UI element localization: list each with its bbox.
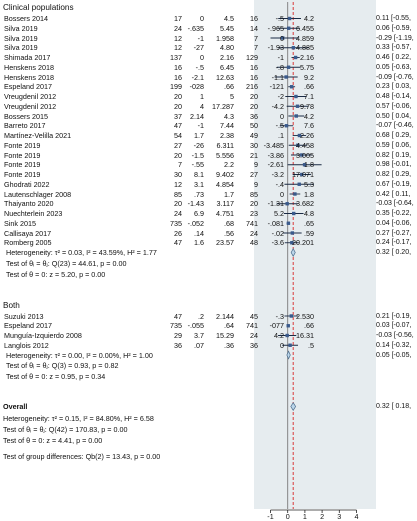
group-0-study-20-sd1: 4.751 xyxy=(216,209,234,218)
group-0-study-5-name: Henskens 2018 xyxy=(4,62,54,72)
group-0-study-13-m2: -3.485 xyxy=(263,140,284,150)
group-0-study-16-n2: 27 xyxy=(250,170,258,179)
group-0-study-2-n2: 7 xyxy=(254,33,258,43)
group-0-study-13-sd2: 4.458 xyxy=(296,140,314,150)
group-0-study-22-ci-label: 0.27 [-0.27, xyxy=(376,229,412,237)
group-0-study-14-ci-label: 0.82 [ 0.19, xyxy=(376,151,412,159)
group-0-study-21-name: Sink 2015 xyxy=(4,218,36,228)
group-differences-test: Test of group differences: Qb(2) = 13.43, p = 0.00 xyxy=(3,452,161,461)
group-1-study-1-ci-label: 0.03 [-0.07, xyxy=(376,322,412,330)
group-0-pooled-diamond xyxy=(291,249,295,257)
group-0-test-zero: Test of θ = 0: z = 5.20, p = 0.00 xyxy=(6,269,106,279)
group-0-study-8-sd1: 5 xyxy=(230,92,234,101)
group-0-study-11-n1: 47 xyxy=(174,121,182,131)
group-0-study-18-sd2: 1.8 xyxy=(304,189,314,199)
group-0-study-20-effect-marker xyxy=(292,212,295,215)
group-0-study-15-n1: 7 xyxy=(178,160,182,170)
group-0-study-23-name: Romberg 2005 xyxy=(4,238,52,248)
group-0-study-8-m2: -2 xyxy=(277,92,284,101)
group-0-study-5-ci-label: 0.05 [-0.63, xyxy=(376,63,412,71)
group-0-study-5-n2: 16 xyxy=(250,62,258,72)
group-0-study-4-n2: 129 xyxy=(246,53,258,62)
group-0-study-9-name: Vreugdenil 2012 xyxy=(4,101,57,111)
group-0-study-17-effect-marker xyxy=(298,183,301,186)
group-0-study-20-ci-label: 0.35 [-0.22, xyxy=(376,210,412,217)
group-0-study-3-m2: -1.93 xyxy=(267,43,284,53)
group-0-pooled-ci-label: 0.32 [ 0.20, xyxy=(376,249,412,256)
group-0-study-1-sd1: 5.45 xyxy=(220,23,234,33)
group-0-study-12-m2: .1 xyxy=(278,131,284,140)
group-0-study-4-m1: 0 xyxy=(200,53,204,62)
group-0-study-9-n1: 20 xyxy=(174,101,182,111)
group-0-study-11-m1: -1 xyxy=(197,121,204,131)
group-0-study-5-sd2: 5.75 xyxy=(300,62,314,72)
group-0-test-equal: Test of θᵢ = θⱼ: Q(23) = 44.61, p = 0.00 xyxy=(6,258,127,268)
group-0-study-6-effect-marker xyxy=(284,75,287,78)
group-0-study-21-sd2: .65 xyxy=(304,218,314,228)
group-0-study-21-effect-marker xyxy=(287,222,290,225)
group-0-study-22-effect-marker xyxy=(291,231,294,234)
group-0-study-16-sd1: 9.402 xyxy=(216,170,234,179)
group-0-study-11-name: Barreto 2017 xyxy=(4,121,46,131)
group-1-test-zero: Test of θ = 0: z = 0.95, p = 0.34 xyxy=(6,372,106,381)
group-0-study-4-m2: -1 xyxy=(277,53,284,62)
group-0-study-7-ci-label: 0.23 [ 0.03, xyxy=(376,83,412,91)
group-0-study-22-n2: 24 xyxy=(250,228,258,238)
group-0-study-6-m2: -1.1 xyxy=(271,72,284,82)
group-0-study-18-m2: 0 xyxy=(280,189,284,199)
group-0-study-16-m2: -3.2 xyxy=(271,170,284,179)
group-0-study-12-n2: 49 xyxy=(250,131,258,140)
group-0-study-4-name: Shimada 2017 xyxy=(4,53,51,62)
overall-test-equal: Test of θᵢ = θⱼ: Q(42) = 170.83, p = 0.00 xyxy=(3,425,128,434)
group-0-study-3-ci-label: 0.33 [-0.57, xyxy=(376,44,412,52)
group-0-study-20-sd2: 4.8 xyxy=(304,209,314,218)
group-0-study-10-m1: 2.14 xyxy=(190,111,204,121)
group-1-study-0-n2: 45 xyxy=(250,311,258,321)
group-1-study-0-sd1: 2.144 xyxy=(216,311,234,321)
group-0-study-11-sd2: 7.6 xyxy=(304,121,314,131)
group-0-study-18-n2: 85 xyxy=(250,189,258,199)
group-0-study-13-ci-label: 0.59 [ 0.06, xyxy=(376,141,412,149)
group-0-study-5-effect-marker xyxy=(287,66,290,69)
group-0-study-1-m2: -.965 xyxy=(267,23,284,33)
group-0-study-8-name: Vreugdenil 2012 xyxy=(4,92,57,101)
group-0-study-0-sd1: 4.5 xyxy=(224,14,234,23)
group-0-study-10-m2: 0 xyxy=(280,111,284,121)
group-0-study-14-n1: 20 xyxy=(174,150,182,160)
group-1-test-equal: Test of θᵢ = θⱼ: Q(3) = 0.93, p = 0.82 xyxy=(6,361,119,371)
group-1-study-2-sd1: 15.29 xyxy=(216,331,234,340)
group-0-study-8-n2: 20 xyxy=(250,92,258,101)
group-0-study-11-ci-label: -0.07 [-0.46, xyxy=(376,122,414,130)
group-0-study-1-ci-label: 0.06 [-0.59, xyxy=(376,24,412,32)
group-1-study-0-n1: 47 xyxy=(174,311,182,321)
group-0-study-9-sd1: 17.287 xyxy=(212,101,234,111)
group-0-study-6-sd2: 9.2 xyxy=(304,72,314,82)
group-0-study-12-name: Martínez-Velilla 2021 xyxy=(4,131,72,140)
x-axis-tick-label-0: -1 xyxy=(267,512,274,521)
group-0-study-16-m1: 8.1 xyxy=(194,170,204,179)
group-0-study-19-m2: -1.31 xyxy=(267,199,284,209)
group-1-study-0-m2: -.3 xyxy=(275,311,284,321)
group-0-study-14-m2: -3.86 xyxy=(267,150,284,160)
group-0-study-10-ci-label: 0.50 [ 0.04, xyxy=(376,112,412,120)
group-1-study-3-sd1: .36 xyxy=(224,340,234,350)
group-0-study-10-sd2: 4.2 xyxy=(304,111,314,121)
group-1-study-2-effect-marker xyxy=(285,334,288,337)
group-0-study-16-n1: 30 xyxy=(174,170,182,179)
group-0-study-17-m2: -.4 xyxy=(275,179,284,189)
group-0-study-15-sd2: 1.8 xyxy=(304,160,314,170)
group-0-study-22-m2: -.02 xyxy=(271,228,284,238)
group-0-study-12-n1: 54 xyxy=(174,131,182,140)
group-0-study-9-effect-marker xyxy=(296,105,299,108)
group-1-study-2-sd2: 16.31 xyxy=(296,331,314,340)
group-0-study-3-n2: 7 xyxy=(254,43,258,53)
overall-test-zero: Test of θ = 0: z = 4.41, p = 0.00 xyxy=(3,436,103,445)
group-0-study-22-sd2: .59 xyxy=(304,228,314,238)
group-1-study-2-name: Munguía-Izquierdo 2008 xyxy=(4,331,82,340)
group-1-study-0-m1: .2 xyxy=(198,311,204,321)
group-0-study-1-n1: 24 xyxy=(174,23,182,33)
group-0-study-21-m2: -.081 xyxy=(267,218,284,228)
group-0-study-0-name: Bossers 2014 xyxy=(4,14,48,23)
group-0-study-3-m1: -27 xyxy=(193,43,204,53)
group-0-study-19-effect-marker xyxy=(285,202,288,205)
group-0-study-4-n1: 137 xyxy=(170,53,182,62)
group-0-study-23-n1: 47 xyxy=(174,238,182,248)
group-0-study-3-name: Silva 2019 xyxy=(4,43,38,53)
group-1-study-2-n2: 24 xyxy=(250,331,258,340)
group-0-study-18-n1: 85 xyxy=(174,189,182,199)
group-0-study-6-name: Henskens 2018 xyxy=(4,72,54,82)
group-1-study-1-effect-marker xyxy=(287,324,290,327)
group-1-study-0-sd2: 2.530 xyxy=(296,311,314,321)
group-0-study-23-n2: 48 xyxy=(250,238,258,248)
group-0-study-13-n1: 27 xyxy=(174,140,182,150)
group-0-study-16-ci-label: 0.82 [ 0.29, xyxy=(376,171,412,178)
group-0-study-17-sd1: 4.854 xyxy=(216,179,234,189)
group-0-study-20-m2: 5.2 xyxy=(274,209,284,218)
group-0-study-17-m1: 3.1 xyxy=(194,179,204,189)
group-0-study-8-sd2: 7.1 xyxy=(304,92,314,101)
group-0-study-7-sd2: .66 xyxy=(304,82,314,92)
group-0-study-0-m1: 0 xyxy=(200,14,204,23)
x-axis-tick-label-5: 4 xyxy=(354,512,359,521)
group-0-study-2-sd2: 4.859 xyxy=(296,33,314,43)
group-1-study-1-sd1: .64 xyxy=(224,321,234,331)
overall-label: Overall xyxy=(3,402,28,411)
group-0-study-3-effect-marker xyxy=(292,46,295,49)
group-1-study-2-m2: 4.2 xyxy=(274,331,284,340)
group-0-study-8-ci-label: 0.48 [-0.14, xyxy=(376,93,412,100)
group-0-study-0-sd2: 4.2 xyxy=(304,14,314,23)
group-1-study-3-name: Langlois 2012 xyxy=(4,340,49,350)
x-axis-tick-label-3: 2 xyxy=(320,512,325,521)
group-0-study-15-name: Fonte 2019 xyxy=(4,160,41,170)
group-0-study-8-m1: 1 xyxy=(200,92,204,101)
group-0-study-23-m1: 1.6 xyxy=(194,238,204,248)
group-0-study-5-n1: 16 xyxy=(174,62,182,72)
group-0-study-22-name: Callisaya 2017 xyxy=(4,228,52,238)
group-0-study-9-sd2: 9.78 xyxy=(300,101,314,111)
group-0-study-23-sd1: 23.57 xyxy=(216,238,234,248)
group-1-study-1-name: Espeland 2017 xyxy=(4,321,52,331)
group-0-study-10-name: Bossers 2015 xyxy=(4,111,48,121)
group-1-study-3-m1: .07 xyxy=(194,340,204,350)
group-0-study-23-sd2: 20.201 xyxy=(292,238,314,248)
group-0-study-21-ci-label: 0.04 [-0.06, xyxy=(376,219,412,227)
group-0-study-15-m1: -.55 xyxy=(191,160,204,170)
group-1-study-1-n2: 741 xyxy=(246,321,258,331)
group-0-study-15-m2: -2.61 xyxy=(267,160,284,170)
group-0-study-2-ci-label: -0.29 [-1.19, xyxy=(376,34,414,42)
group-0-study-8-effect-marker xyxy=(294,95,297,98)
group-0-study-17-name: Ghodrati 2022 xyxy=(4,179,50,189)
x-axis-tick-label-4: 3 xyxy=(337,512,342,521)
group-0-study-17-ci-label: 0.67 [-0.19, xyxy=(376,180,412,188)
group-0-study-19-m1: -1.43 xyxy=(187,199,204,209)
group-0-study-23-m2: -3.6 xyxy=(271,238,284,248)
group-0-study-13-sd1: 6.311 xyxy=(216,140,234,150)
group-0-study-20-n1: 24 xyxy=(174,209,182,218)
group-1-header: Both xyxy=(3,300,20,310)
x-axis-tick-label-2: 1 xyxy=(302,512,307,521)
group-0-study-0-n2: 16 xyxy=(250,14,258,23)
group-1-study-1-m1: -.055 xyxy=(187,321,204,331)
group-0-study-17-n2: 9 xyxy=(254,179,258,189)
group-0-study-19-name: Thaiyanto 2020 xyxy=(4,199,54,209)
group-1-study-3-sd2: .5 xyxy=(308,340,314,350)
group-0-study-19-ci-label: -0.03 [-0.64, xyxy=(376,200,414,208)
group-0-study-7-effect-marker xyxy=(290,85,293,88)
group-1-study-3-n2: 36 xyxy=(250,340,258,350)
group-0-study-21-m1: -.052 xyxy=(187,218,204,228)
group-0-study-3-sd2: 4.885 xyxy=(296,43,314,53)
group-0-study-2-m1: -1 xyxy=(197,33,204,43)
group-1-study-1-n1: 735 xyxy=(170,321,182,331)
group-0-study-6-ci-label: -0.09 [-0.76, xyxy=(376,73,414,81)
group-0-study-1-name: Silva 2019 xyxy=(4,23,38,33)
group-0-study-22-n1: 26 xyxy=(174,228,182,238)
group-0-study-8-n1: 20 xyxy=(174,92,182,101)
group-1-study-1-m2: -077 xyxy=(269,321,284,331)
group-0-study-9-m1: 4 xyxy=(200,101,204,111)
group-0-study-7-sd1: .66 xyxy=(224,82,234,92)
group-0-study-18-m1: .73 xyxy=(194,189,204,199)
group-0-study-16-sd2: 17.071 xyxy=(292,170,314,179)
group-0-study-0-m2: -.5 xyxy=(275,14,284,23)
group-0-study-3-n1: 12 xyxy=(174,43,182,53)
x-axis-tick-label-1: 0 xyxy=(285,512,290,521)
group-0-study-2-name: Silva 2019 xyxy=(4,33,38,43)
group-1-study-3-ci-label: 0.14 [-0.32, xyxy=(376,341,412,349)
group-1-study-2-m1: 3.7 xyxy=(194,331,204,340)
group-0-study-13-n2: 30 xyxy=(250,140,258,150)
group-0-study-18-ci-label: 0.42 [ 0.11, xyxy=(376,190,411,198)
group-1-pooled-ci-label: 0.05 [-0.05, xyxy=(376,351,412,359)
group-0-study-19-sd1: 3.117 xyxy=(216,199,234,209)
group-1-heterogeneity: Heterogeneity: τ² = 0.00, I² = 0.00%, H² = 1.00 xyxy=(6,350,153,360)
group-0-study-15-n2: 9 xyxy=(254,160,258,170)
group-0-study-13-name: Fonte 2019 xyxy=(4,140,41,150)
group-0-study-22-m1: .14 xyxy=(194,228,204,238)
group-0-study-21-sd1: .68 xyxy=(224,218,234,228)
group-0-study-10-effect-marker xyxy=(295,114,298,117)
group-0-study-17-sd2: 5.3 xyxy=(304,179,314,189)
group-0-study-6-n2: 16 xyxy=(250,72,258,82)
group-0-study-4-effect-marker xyxy=(294,56,297,59)
group-0-study-3-sd1: 4.80 xyxy=(220,43,234,53)
group-0-study-10-sd1: 4.3 xyxy=(224,111,234,121)
group-0-study-12-ci-label: 0.68 [ 0.29, xyxy=(376,132,412,139)
group-0-study-18-name: Lautenschlager 2008 xyxy=(4,189,72,199)
group-0-study-2-sd1: 1.958 xyxy=(216,33,234,43)
group-0-study-14-name: Fonte 2019 xyxy=(4,150,41,160)
group-0-study-2-m2: 0 xyxy=(280,33,284,43)
group-0-study-6-n1: 16 xyxy=(174,72,182,82)
group-0-study-14-sd2: 3.005 xyxy=(296,150,314,160)
group-0-study-21-n2: 741 xyxy=(246,218,258,228)
group-0-study-7-m2: -121 xyxy=(269,82,284,92)
group-0-study-11-effect-marker xyxy=(285,124,288,127)
group-0-study-0-ci-label: 0.11 [-0.55, xyxy=(376,15,411,22)
group-0-study-6-sd1: 12.63 xyxy=(216,72,234,82)
group-0-study-12-sd1: 2.38 xyxy=(220,131,234,140)
group-0-study-0-n1: 17 xyxy=(174,14,182,23)
group-0-study-19-n1: 20 xyxy=(174,199,182,209)
group-0-study-15-sd1: 2.2 xyxy=(224,160,234,170)
group-0-study-12-sd2: 2.26 xyxy=(300,131,314,140)
group-0-study-11-sd1: 7.44 xyxy=(220,121,234,131)
group-0-study-14-m1: -1.5 xyxy=(191,150,204,160)
group-1-study-0-ci-label: 0.21 [-0.19, xyxy=(376,312,412,320)
overall-ci-label: 0.32 [ 0.18, xyxy=(376,403,412,410)
group-0-study-9-ci-label: 0.57 [-0.06, xyxy=(376,102,412,110)
group-0-study-1-sd2: 6.455 xyxy=(296,23,314,33)
group-0-study-7-n1: 199 xyxy=(170,82,182,92)
group-1-study-2-ci-label: -0.03 [-0.56, xyxy=(376,332,414,339)
group-0-study-2-n1: 12 xyxy=(174,33,182,43)
overall-heterogeneity: Heterogeneity: τ² = 0.15, I² = 84.80%, H² = 6.58 xyxy=(3,414,154,423)
group-1-study-0-effect-marker xyxy=(290,314,293,317)
group-0-study-10-n1: 37 xyxy=(174,111,182,121)
overall-diamond xyxy=(291,403,296,411)
group-0-heterogeneity: Heterogeneity: τ² = 0.03, I² = 43.59%, H² = 1.77 xyxy=(6,248,157,257)
group-0-header: Clinical populations xyxy=(3,3,74,12)
group-0-study-11-m2: -.5 xyxy=(275,121,284,131)
group-0-study-0-effect-marker xyxy=(288,17,291,20)
group-0-study-11-n2: 50 xyxy=(250,121,258,131)
group-0-study-20-m1: 6.9 xyxy=(194,209,204,218)
group-0-study-1-n2: 14 xyxy=(250,23,258,33)
group-0-study-9-n2: 20 xyxy=(250,101,258,111)
group-0-study-5-sd1: 6.45 xyxy=(220,62,234,72)
group-1-study-1-sd2: .66 xyxy=(304,321,314,331)
group-0-study-15-ci-label: 0.98 [-0.01, xyxy=(376,161,412,169)
group-1-study-0-name: Suzuki 2013 xyxy=(4,311,44,321)
group-0-study-12-m1: 1.7 xyxy=(194,131,204,140)
group-0-study-4-sd1: 2.16 xyxy=(220,53,234,62)
group-0-study-19-n2: 20 xyxy=(250,199,258,209)
group-0-study-13-m1: -26 xyxy=(193,140,204,150)
group-0-study-9-m2: -4.2 xyxy=(271,101,284,111)
group-0-study-7-m1: -028 xyxy=(189,82,204,92)
group-0-study-17-n1: 12 xyxy=(174,179,182,189)
group-1-study-3-m2: 0 xyxy=(280,340,284,350)
group-0-study-4-sd2: 2.16 xyxy=(300,53,314,62)
group-0-study-21-n1: 735 xyxy=(170,218,182,228)
group-0-study-6-m1: -2.1 xyxy=(191,72,204,82)
group-0-study-19-sd2: 3.682 xyxy=(296,199,314,209)
group-0-study-7-n2: 216 xyxy=(246,82,258,92)
group-0-study-14-sd1: 5.556 xyxy=(216,150,234,160)
group-0-study-5-m2: -.8 xyxy=(275,62,284,72)
group-0-study-18-sd1: 1.7 xyxy=(224,189,234,199)
group-0-study-4-ci-label: 0.46 [ 0.22, xyxy=(376,54,412,61)
group-0-study-23-ci-label: 0.24 [-0.17, xyxy=(376,239,412,247)
group-0-study-20-name: Nuechterlein 2023 xyxy=(4,209,63,218)
group-0-study-1-m1: -.635 xyxy=(187,23,204,33)
group-0-study-14-n2: 21 xyxy=(250,150,258,160)
group-1-study-3-effect-marker xyxy=(288,344,291,347)
group-0-study-7-name: Espeland 2017 xyxy=(4,82,52,92)
group-0-study-10-n2: 36 xyxy=(250,111,258,121)
group-0-study-20-n2: 23 xyxy=(250,209,258,218)
group-0-study-18-effect-marker xyxy=(293,192,296,195)
group-0-study-1-effect-marker xyxy=(287,27,290,30)
group-0-study-5-m1: -.5 xyxy=(195,62,204,72)
group-0-study-16-name: Fonte 2019 xyxy=(4,170,41,179)
group-0-study-22-sd1: .56 xyxy=(224,228,234,238)
group-1-study-3-n1: 36 xyxy=(174,340,182,350)
group-1-study-2-n1: 29 xyxy=(174,331,182,340)
